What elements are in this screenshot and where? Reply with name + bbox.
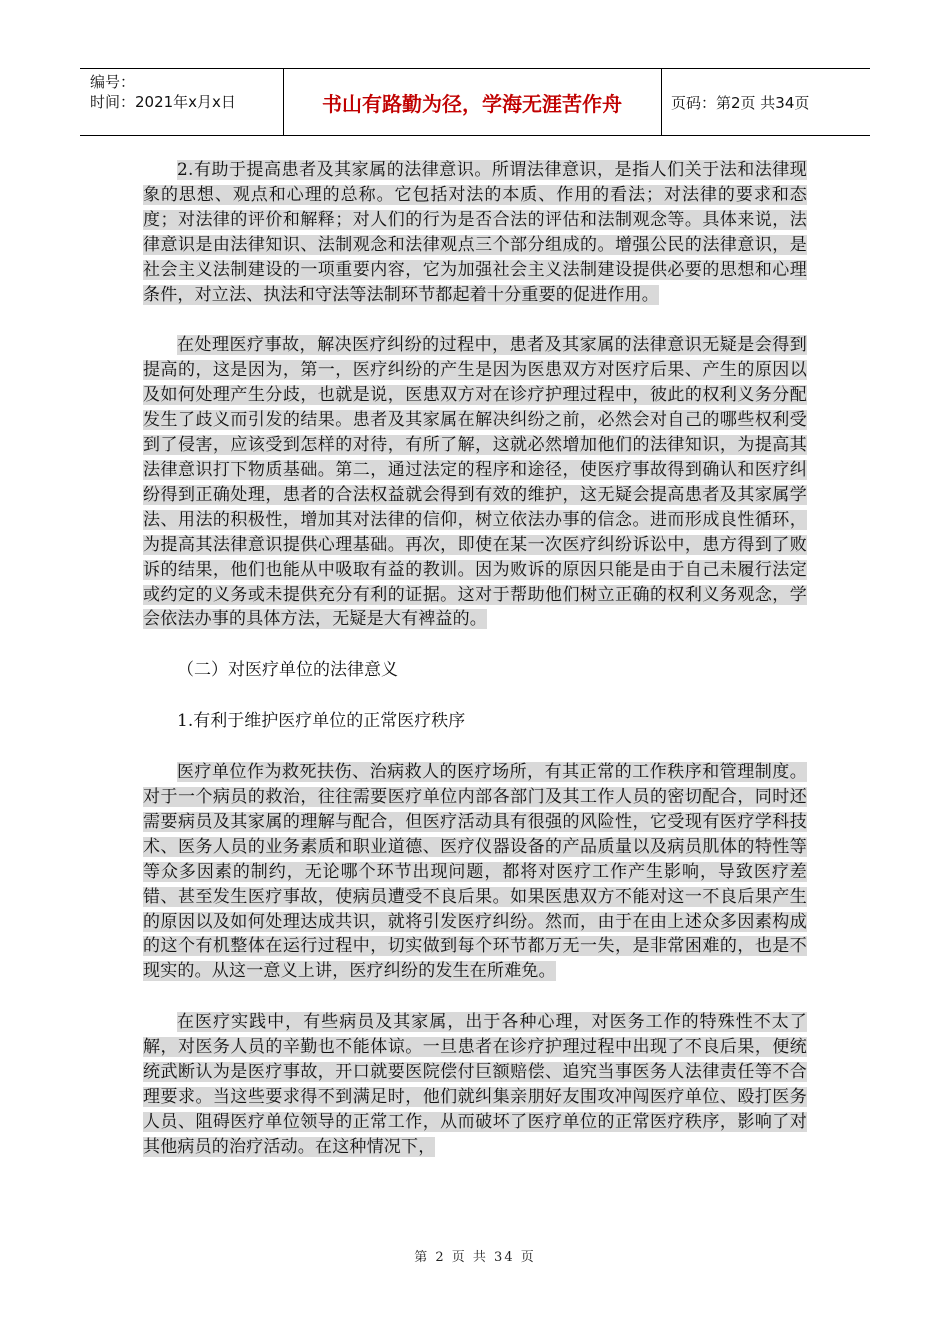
paragraph-text: 在处理医疗事故，解决医疗纠纷的过程中，患者及其家属的法律意识无疑是会得到提高的，这是因为，第一，医疗纠纷的产生是因为医患双方对医疗后果、产生的原因以及如何处理产生分歧，也就是说，医患双方对在诊疗护理过程中，彼此的权利义务分配发生了歧义而引发的结果。患者及其家属在解决纠纷之前，必然会对自己的哪些权利受到了侵害，应该受到怎样的对待，有所了解，这就必然增加他们的法律知识，为提高其法律意识打下物质基础。第二，通过法定的程序和途径，使医疗事故得到确认和医疗纠纷得到正确处理，患者的合法权益就会得到有效的维护，这无疑会提高患者及其家属学法、用法的积极性，增加其对法律的信仰，树立依法办事的信念。进而形成良性循环，为提高其法律意识提供心理基础。再次，即使在某一次医疗纠纷诉讼中，患方得到了败诉的结果，他们也能从中吸取有益的教训。因为败诉的原因只能是由于自己未履行法定或约定的义务或未提供充分有利的证据。这对于帮助他们树立正确的权利义务观念，学会依法办事的具体方法，无疑是大有裨益的。 <box>143 335 807 630</box>
document-time-label: 时间：2021年x月x日 <box>90 93 236 111</box>
paragraph-medical-practice <box>143 1010 807 1159</box>
paragraph-text: 2.有助于提高患者及其家属的法律意识。所谓法律意识，是指人们关于法和法律现象的思想、观点和心理的总称。它包括对法的本质、作用的看法；对法律的要求和态度；对法律的评价和解释；对人们的行为是否合法的评估和法制观念等。具体来说，法律意识是由法律知识、法制观念和法律观点三个部分组成的。增强公民的法律意识，是社会主义法制建设的一项重要内容，它为加强社会主义法制建设提供必要的思想和心理条件，对立法、执法和守法等法制环节都起着十分重要的促进作用。 <box>143 160 807 305</box>
section-heading-text: （二）对医疗单位的法律意义 <box>177 660 398 681</box>
header-motto: 书山有路勤为径，学海无涯苦作舟 <box>322 91 622 116</box>
subsection-heading <box>143 709 807 734</box>
paragraph-dispute-process <box>143 333 807 632</box>
page-header <box>80 68 870 136</box>
paragraph-legal-awareness <box>143 158 807 307</box>
document-body <box>143 158 807 1186</box>
paragraph-text: 医疗单位作为救死扶伤、治病救人的医疗场所，有其正常的工作秩序和管理制度。对于一个病员的救治，往往需要医疗单位内部各部门及其工作人员的密切配合，同时还需要病员及其家属的理解与配合，但医疗活动具有很强的风险性，它受现有医疗学科技术、医务人员的业务素质和职业道德、医疗仪器设备的产品质量以及病员肌体的特性等等众多因素的制约，无论哪个环节出现问题，都将对医疗工作产生影响，导致医疗差错、甚至发生医疗事故，使病员遭受不良后果。如果医患双方不能对这一不良后果产生的原因以及如何处理达成共识，就将引发医疗纠纷。然而，由于在由上述众多因素构成的这个有机整体在运行过程中，切实做到每个环节都万无一失，是非常困难的，也是不现实的。从这一意义上讲，医疗纠纷的发生在所难免。 <box>143 762 807 982</box>
paragraph-text: 在医疗实践中，有些病员及其家属，出于各种心理，对医务工作的特殊性不太了解，对医务人员的辛勤也不能体谅。一旦患者在诊疗护理过程中出现了不良后果，便统统武断认为是医疗事故，开口就要医院偿付巨额赔偿、追究当事医务人法律责任等不合理要求。当这些要求得不到满足时，他们就纠集亲朋好友围攻冲闯医疗单位、殴打医务人员、阻碍医疗单位领导的正常工作，从而破坏了医疗单位的正常医疗秩序，影响了对其他病员的治疗活动。在这种情况下， <box>143 1012 807 1157</box>
page-footer: 第 2 页 共 34 页 <box>414 1250 536 1265</box>
header-divider-right <box>661 68 662 136</box>
section-heading <box>143 658 807 683</box>
paragraph-medical-order <box>143 760 807 984</box>
subsection-heading-text: 1.有利于维护医疗单位的正常医疗秩序 <box>177 711 466 732</box>
document-number-label: 编号： <box>90 73 136 91</box>
header-meta <box>90 72 236 112</box>
header-page-info: 页码：第2页 共34页 <box>671 93 810 112</box>
